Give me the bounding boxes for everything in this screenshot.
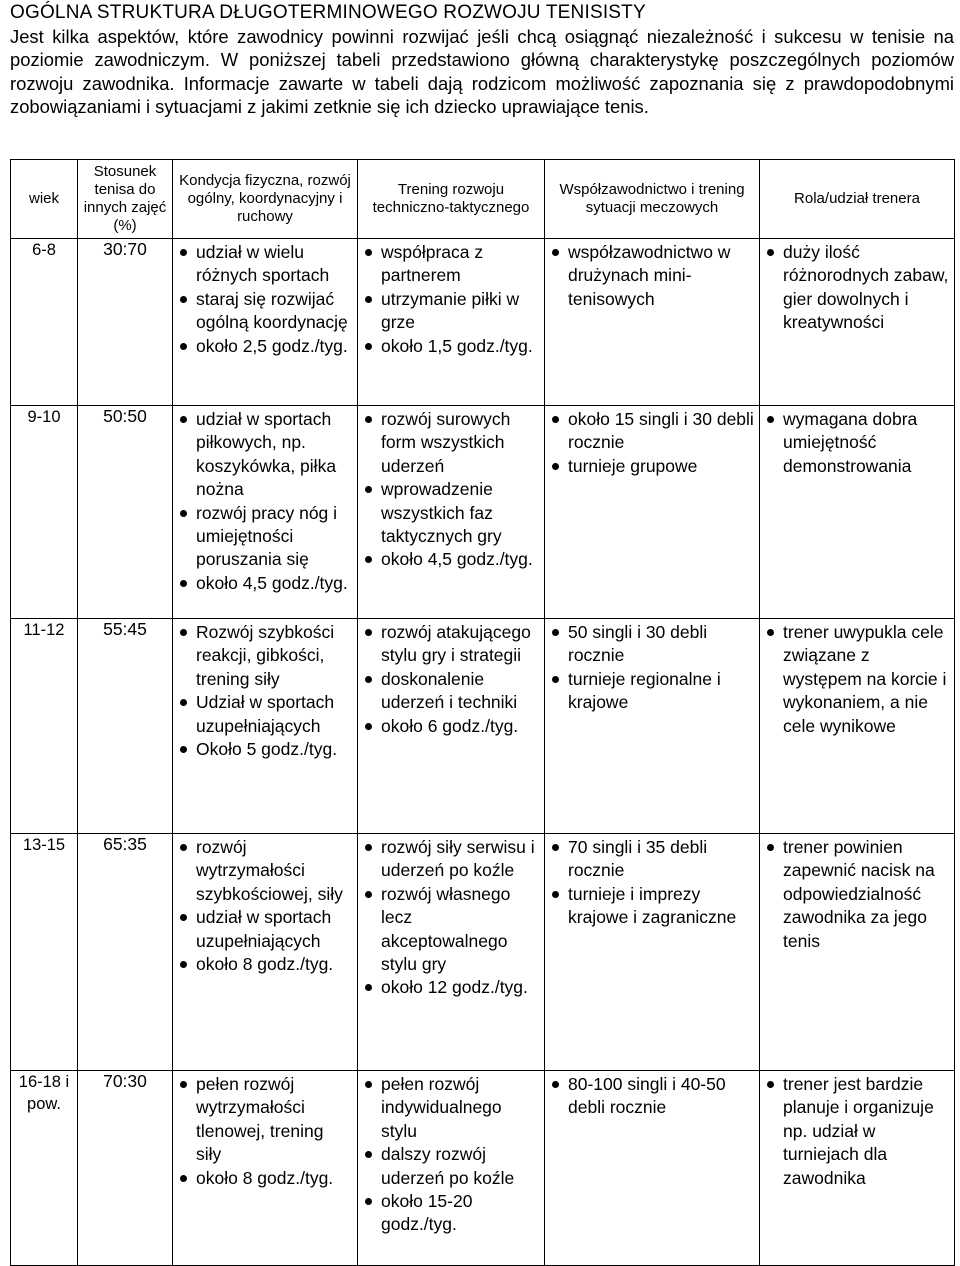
table-body — [11, 239, 955, 1266]
training-cell — [358, 619, 545, 834]
coach-cell — [760, 1071, 955, 1266]
list-item — [177, 738, 353, 761]
list-item-text: Około 5 godz./tyg. — [196, 739, 338, 760]
list-item — [549, 1073, 755, 1120]
coach-cell — [760, 406, 955, 619]
list-item-text: około 12 godz./tyg. — [381, 977, 528, 998]
document-title: OGÓLNA STRUKTURA DŁUGOTERMINOWEGO ROZWOJU TENISISTY — [10, 2, 646, 23]
list-item — [177, 691, 353, 738]
list-item-text: około 4,5 godz./tyg. — [196, 572, 348, 593]
list-item-text: turnieje grupowe — [568, 455, 698, 476]
header-competition: Współzawodnictwo i trening sytuacji meczowych — [545, 160, 760, 239]
list-item — [177, 906, 353, 953]
physical-cell — [173, 619, 358, 834]
physical-list — [173, 834, 357, 976]
list-item-text: doskonalenie uderzeń i techniki — [381, 668, 518, 713]
list-item-text: współzawodnictwo w drużynach mini-tenisowych — [568, 242, 731, 309]
list-item-text: rozwój surowych form wszystkich uderzeń — [381, 409, 511, 476]
list-item — [764, 408, 950, 478]
coach-list — [760, 239, 954, 335]
list-item — [362, 1190, 540, 1237]
list-item — [764, 621, 950, 738]
development-table — [10, 159, 955, 1266]
list-item — [549, 883, 755, 930]
list-item — [177, 1167, 353, 1190]
list-item — [177, 1073, 353, 1167]
list-item-text: rozwój siły serwisu i uderzeń po koźle — [381, 837, 535, 881]
training-list — [358, 834, 544, 1000]
table-header-row — [11, 160, 955, 239]
list-item-text: turnieje i imprezy krajowe i zagraniczne — [568, 883, 737, 928]
list-item — [177, 953, 353, 976]
list-item-text: rozwój atakującego stylu gry i strategii — [381, 622, 531, 666]
list-item — [362, 408, 540, 478]
list-item-text: około 1,5 godz./tyg. — [381, 335, 533, 356]
list-item-text: trener jest bardzie planuje i organizuje np. udział w turniejach dla zawodnika — [783, 1074, 934, 1188]
coach-list — [760, 1071, 954, 1190]
competition-list — [545, 1071, 759, 1120]
list-item-text: wprowadzenie wszystkich faz taktycznych gry — [381, 479, 502, 547]
physical-list — [173, 406, 357, 595]
header-age: wiek — [11, 160, 78, 239]
list-item-text: 80-100 singli i 40-50 debli rocznie — [568, 1074, 726, 1118]
list-item — [549, 241, 755, 311]
list-item — [362, 1073, 540, 1143]
physical-cell — [173, 239, 358, 406]
training-cell — [358, 834, 545, 1071]
age-cell: 16-18 i pow. — [11, 1071, 78, 1266]
list-item-text: około 4,5 godz./tyg. — [381, 549, 533, 570]
list-item — [177, 621, 353, 691]
list-item-text: duży ilość różnorodnych zabaw, gier dowolnych i kreatywności — [783, 242, 949, 333]
list-item — [549, 455, 755, 478]
ratio-cell: 65:35 — [78, 834, 173, 1071]
list-item — [177, 288, 353, 335]
list-item — [177, 502, 353, 572]
list-item — [177, 836, 353, 906]
list-item — [362, 836, 540, 883]
list-item-text: trener powinien zapewnić nacisk na odpowiedzialność zawodnika za jego tenis — [783, 837, 935, 951]
physical-cell — [173, 1071, 358, 1266]
list-item-text: Udział w sportach uzupełniających — [196, 692, 335, 736]
list-item — [764, 241, 950, 335]
list-item-text: 70 singli i 35 debli rocznie — [568, 837, 708, 881]
list-item-text: rozwój własnego lecz akceptowalnego stylu gry — [381, 883, 511, 975]
physical-list — [173, 1071, 357, 1190]
training-list — [358, 239, 544, 358]
coach-cell — [760, 619, 955, 834]
list-item — [362, 548, 540, 571]
list-item — [362, 976, 540, 999]
list-item — [362, 668, 540, 715]
header-ratio: Stosunek tenisa do innych zajęć (%) — [78, 160, 173, 239]
training-list — [358, 1071, 544, 1237]
physical-list — [173, 239, 357, 358]
list-item — [362, 478, 540, 548]
header-coach: Rola/udział trenera — [760, 160, 955, 239]
list-item-text: staraj się rozwijać ogólną koordynację — [196, 288, 348, 333]
list-item — [362, 335, 540, 358]
list-item-text: około 15-20 godz./tyg. — [381, 1191, 473, 1235]
list-item — [764, 1073, 950, 1190]
list-item-text: rozwój wytrzymałości szybkościowej, siły — [196, 837, 343, 904]
age-cell: 13-15 — [11, 834, 78, 1071]
competition-list — [545, 619, 759, 715]
table-row — [11, 239, 955, 406]
table-row — [11, 834, 955, 1071]
competition-cell — [545, 239, 760, 406]
list-item — [549, 668, 755, 715]
physical-cell — [173, 834, 358, 1071]
list-item-text: trener uwypukla cele związane z występem na korcie i wykonaniem, a nie cele wynikowe — [783, 622, 947, 736]
list-item — [549, 408, 755, 455]
header-physical: Kondycja fizyczna, rozwój ogólny, koordynacyjny i ruchowy — [173, 160, 358, 239]
list-item — [362, 241, 540, 288]
training-cell — [358, 1071, 545, 1266]
list-item-text: turnieje regionalne i krajowe — [568, 668, 721, 713]
list-item-text: około 8 godz./tyg. — [196, 954, 334, 975]
ratio-cell: 50:50 — [78, 406, 173, 619]
list-item-text: około 6 godz./tyg. — [381, 715, 519, 736]
list-item — [549, 621, 755, 668]
list-item — [362, 883, 540, 977]
age-cell: 9-10 — [11, 406, 78, 619]
list-item-text: udział w wielu różnych sportach — [196, 242, 330, 286]
competition-list — [545, 406, 759, 478]
list-item-text: około 2,5 godz./tyg. — [196, 335, 348, 356]
training-list — [358, 619, 544, 738]
list-item — [177, 335, 353, 358]
intro-paragraph: Jest kilka aspektów, które zawodnicy powinni rozwijać jeśli chcą osiągnąć niezależność i sukcesu w tenisie na poziomie zawodniczym. W poniższej tabeli przedstawiono główną charakterystykę poszczególnych poziomów rozwoju zawodnika. Informacje zawarte w tabeli dają rodzicom możliwość zapoznania się z prawdopodobnymi zobowiązaniami i sytuacjami z jakimi zetknie się ich dziecko uprawiające tenis. — [10, 26, 954, 118]
ratio-cell: 70:30 — [78, 1071, 173, 1266]
list-item-text: dalszy rozwój uderzeń po koźle — [381, 1144, 515, 1188]
coach-cell — [760, 834, 955, 1071]
coach-list — [760, 619, 954, 738]
list-item — [549, 836, 755, 883]
table-row — [11, 406, 955, 619]
competition-cell — [545, 406, 760, 619]
list-item-text: współpraca z partnerem — [381, 242, 484, 286]
coach-list — [760, 834, 954, 953]
list-item-text: Rozwój szybkości reakcji, gibkości, trening siły — [196, 622, 335, 689]
list-item — [177, 408, 353, 502]
list-item-text: utrzymanie piłki w grze — [381, 288, 520, 333]
list-item — [362, 621, 540, 668]
physical-cell — [173, 406, 358, 619]
list-item-text: pełen rozwój indywidualnego stylu — [381, 1074, 502, 1141]
list-item-text: wymagana dobra umiejętność demonstrowania — [783, 409, 918, 476]
list-item-text: 50 singli i 30 debli rocznie — [568, 622, 708, 666]
list-item — [764, 836, 950, 953]
competition-list — [545, 239, 759, 311]
ratio-cell: 55:45 — [78, 619, 173, 834]
physical-list — [173, 619, 357, 761]
training-cell — [358, 406, 545, 619]
list-item-text: rozwój pracy nóg i umiejętności poruszania się — [196, 502, 338, 570]
competition-list — [545, 834, 759, 930]
coach-cell — [760, 239, 955, 406]
list-item-text: udział w sportach piłkowych, np. koszykówka, piłka nożna — [196, 409, 337, 500]
training-list — [358, 406, 544, 572]
list-item — [177, 572, 353, 595]
list-item-text: około 8 godz./tyg. — [196, 1167, 334, 1188]
competition-cell — [545, 1071, 760, 1266]
list-item — [177, 241, 353, 288]
table-row — [11, 619, 955, 834]
age-cell: 6-8 — [11, 239, 78, 406]
list-item-text: udział w sportach uzupełniających — [196, 907, 332, 951]
age-cell: 11-12 — [11, 619, 78, 834]
list-item — [362, 1143, 540, 1190]
training-cell — [358, 239, 545, 406]
coach-list — [760, 406, 954, 478]
list-item — [362, 288, 540, 335]
list-item — [362, 715, 540, 738]
list-item-text: pełen rozwój wytrzymałości tlenowej, trening siły — [196, 1074, 324, 1165]
header-training: Trening rozwoju techniczno-taktycznego — [358, 160, 545, 239]
competition-cell — [545, 619, 760, 834]
table-row — [11, 1071, 955, 1266]
ratio-cell: 30:70 — [78, 239, 173, 406]
competition-cell — [545, 834, 760, 1071]
list-item-text: około 15 singli i 30 debli rocznie — [568, 409, 754, 453]
